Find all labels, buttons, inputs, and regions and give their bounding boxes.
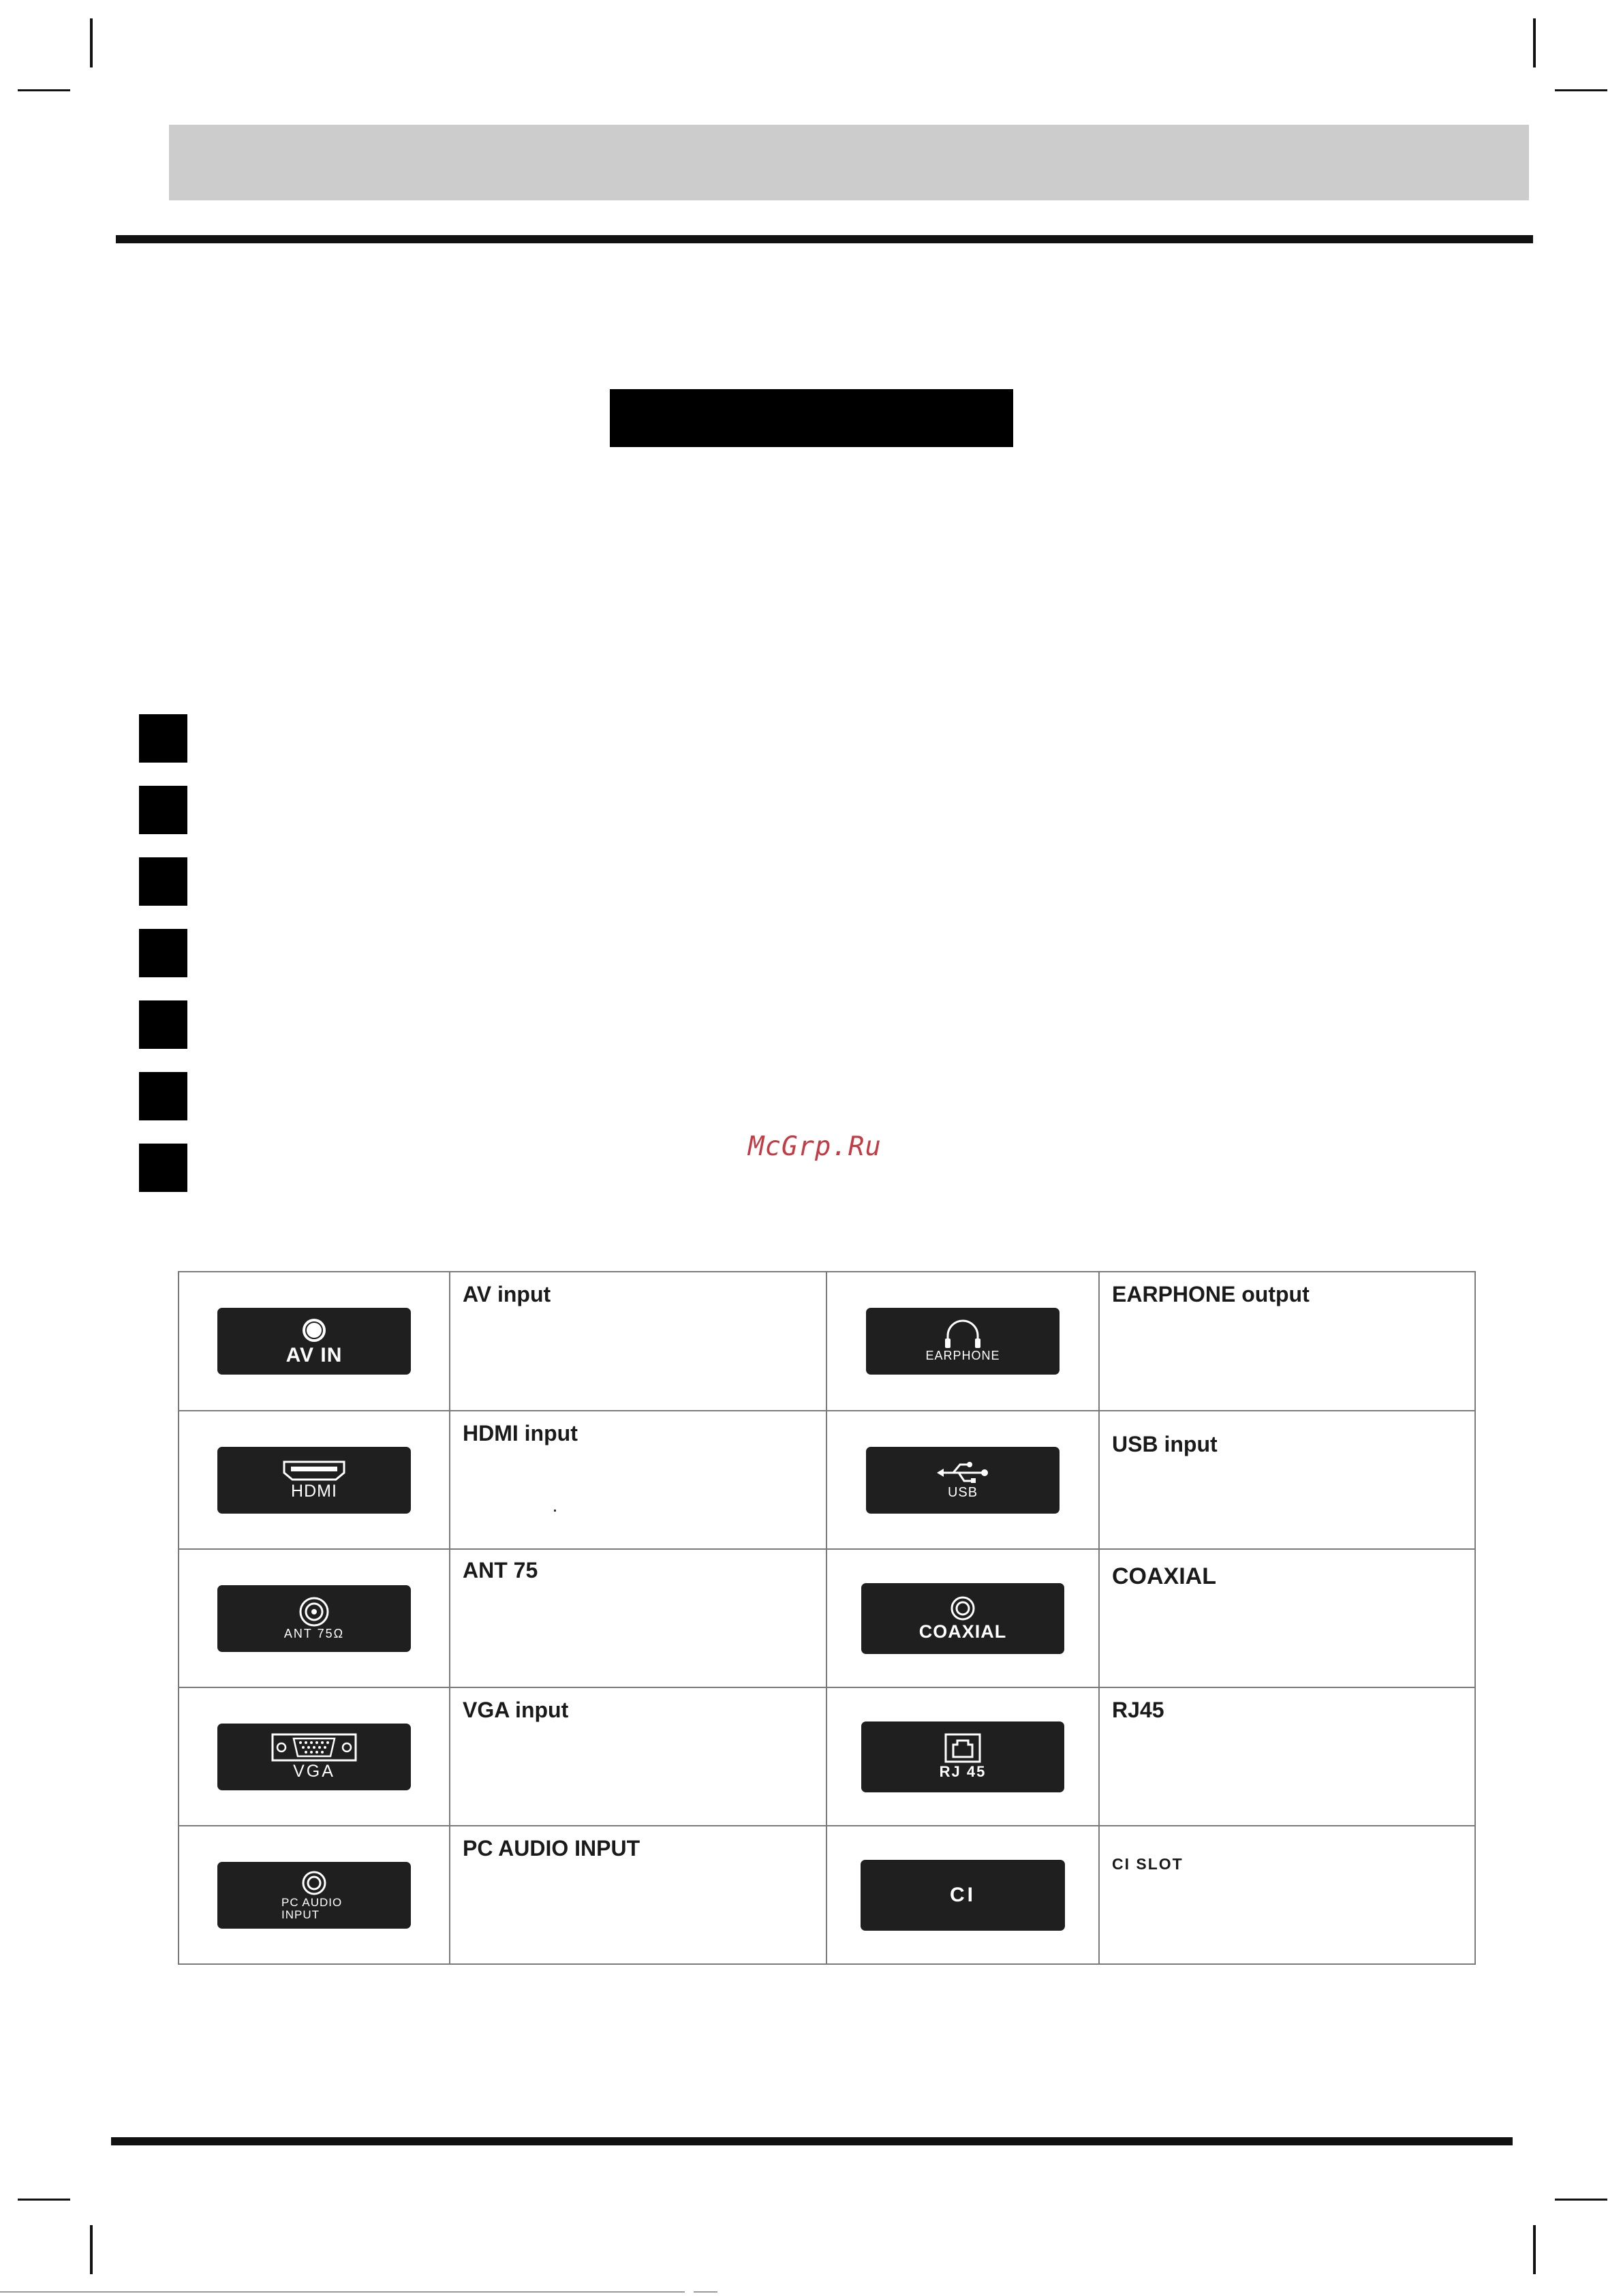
port-desc: COAXIAL [1112,1563,1216,1589]
port-desc-cell [1099,1687,1475,1826]
ethernet-port-icon [944,1732,982,1764]
crop-mark [1555,89,1607,91]
plate-label: CI [950,1884,976,1906]
port-desc-cell [1099,1272,1475,1411]
usb-icon [936,1460,990,1485]
audio-jack-icon [300,1869,328,1897]
port-desc-cell [1099,1411,1475,1549]
port-desc-cell [450,1826,826,1964]
coaxial-jack-icon [949,1595,976,1622]
vga-port-icon [270,1732,358,1762]
port-desc-cell [1099,1549,1475,1687]
plate-label: AV IN [285,1343,343,1366]
plate-label: ANT 75Ω [283,1626,345,1640]
crop-mark [90,18,93,67]
crop-mark [18,2199,70,2201]
port-desc: USB input [1112,1432,1218,1456]
pc-audio-plate [217,1862,411,1929]
crop-mark [18,89,70,91]
list-marker [139,786,187,834]
av-jack-icon [300,1317,328,1344]
port-icon-cell [179,1272,450,1411]
list-marker [139,1072,187,1120]
hdmi-plate [217,1447,411,1514]
crop-mark [1533,2225,1536,2274]
usb-plate [866,1447,1060,1514]
table-row [179,1411,1475,1549]
port-icon-cell [826,1687,1099,1826]
plate-label: EARPHONE [925,1349,1000,1363]
list-marker [139,1000,187,1049]
port-desc: PC AUDIO INPUT [463,1836,640,1861]
plate-label: RJ 45 [939,1763,987,1781]
header-rule [116,235,1533,243]
header-band [169,125,1529,200]
port-icon-cell [826,1272,1099,1411]
port-desc: CI SLOT [1112,1855,1184,1873]
port-desc: EARPHONE output [1112,1282,1310,1306]
plate-label-line1: PC AUDIO [281,1895,343,1909]
ports-table [178,1271,1476,1965]
port-icon-cell [179,1411,450,1549]
port-desc-cell [450,1549,826,1687]
table-row [179,1687,1475,1826]
crop-mark [90,2225,93,2274]
port-desc-cell [450,1411,826,1549]
port-desc: ANT 75 [463,1558,538,1582]
coaxial-plate [861,1583,1064,1654]
list-marker [139,929,187,977]
stray-dot [554,1510,556,1512]
port-icon-cell [179,1826,450,1964]
crop-mark [1533,18,1536,67]
table-row [179,1549,1475,1687]
crop-mark [1555,2199,1607,2201]
port-icon-cell [826,1411,1099,1549]
port-desc: HDMI input [463,1421,578,1445]
port-icon-cell [179,1687,450,1826]
port-desc-cell [450,1687,826,1826]
table-row [179,1826,1475,1964]
port-desc-cell [450,1272,826,1411]
plate-label-line2: INPUT [281,1908,320,1921]
footer-rule [111,2137,1513,2145]
port-desc: VGA input [463,1698,569,1722]
ci-plate [861,1860,1065,1931]
port-icon-cell [179,1549,450,1687]
plate-label: USB [947,1484,978,1500]
port-desc: RJ45 [1112,1698,1164,1722]
list-marker [139,714,187,763]
vga-plate [217,1724,411,1790]
bottom-edge-line [0,2291,685,2293]
headphone-icon [941,1319,985,1349]
port-icon-cell [826,1826,1099,1964]
table-row [179,1272,1475,1411]
av-in-plate [217,1308,411,1375]
port-desc: AV input [463,1282,551,1306]
list-marker [139,1144,187,1192]
earphone-plate [866,1308,1060,1375]
plate-label: COAXIAL [918,1621,1007,1642]
rj45-plate [861,1721,1064,1792]
hdmi-port-icon [281,1459,347,1482]
coax-antenna-icon [298,1596,330,1627]
plate-label: HDMI [291,1481,337,1501]
bottom-edge-line [694,2291,717,2293]
port-icon-cell [826,1549,1099,1687]
section-title-box [610,389,1013,447]
port-desc-cell [1099,1826,1475,1964]
ant-plate [217,1585,411,1652]
plate-label: VGA [293,1761,335,1781]
watermark: McGrp.Ru [748,1131,882,1162]
list-marker [139,857,187,906]
